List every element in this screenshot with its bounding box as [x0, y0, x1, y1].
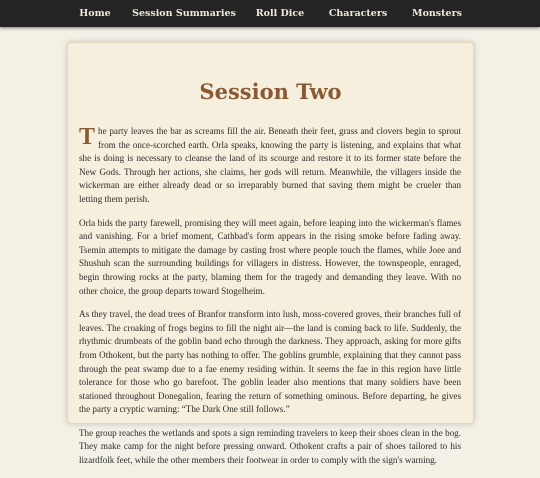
nav-session-summaries-link[interactable]: Session Summaries: [132, 8, 236, 19]
paragraph-4: The group reaches the wetlands and spots a sign reminding travelers to keep their shoes clean in the bog. They make camp for the night before pressing onward. Othokent crafts a pair of shoes tailored to his lizardfolk feet, while the other members their footwear in order to comply with the sign's warning.: [79, 427, 461, 466]
nav-home-link[interactable]: Home: [79, 8, 111, 19]
paragraph-1-text: he party leaves the bar as screams fill the air. Beneath their feet, grass and clovers begin to sprout from the once-scorched earth. Orla speaks, knowing the party is listening, and explains that what she is doing is necessary to cleanse the land of its scourge and restore it to its former state before the New Gods. Through her actions, she claims, her gods will return. Meanwhile, the villagers inside the wickerman are either already dead or so irreparably burned that saving them might be crueler than letting them perish.: [79, 126, 461, 204]
session-body: [79, 125, 461, 478]
nav-roll-dice-link[interactable]: Roll Dice: [255, 8, 305, 19]
session-card: [67, 42, 474, 466]
top-navbar: [0, 0, 540, 27]
paragraph-1: [79, 125, 461, 207]
nav-monsters-link[interactable]: Monsters: [412, 8, 462, 19]
paragraph-3: As they travel, the dead trees of Branfor transform into lush, moss-covered groves, their branches full of leaves. The croaking of frogs begins to fill the night air—the land is coming back to life. Suddenly, the rhythmic drumbeats of the goblin band echo through the darkness. They approach, asking for more gifts from Othokent, but the party has nothing to offer. The goblins grumble, explaining that they cannot pass through the peat swamp due to a fae enemy residing within. It seems the fae in this region have little tolerance for those who go barefoot. The goblin leader also mentions that many soldiers have been stationed throughout Donegalion, fearing the return of something ominous. Before departing, he gives the party a cryptic warning: “The Dark One still follows.”: [79, 309, 461, 415]
paragraph-2: Orla bids the party farewell, promising they will meet again, before leaping into the wickerman's flames and vanishing. For a brief moment, Cathbad's form appears in the rising smoke before fading away. Tsemin attempts to mitigate the damage by casting frost where people touch the flames, while Joee and Shushuh scan the surrounding buildings for villagers in distress. However, the townspeople, enraged, begin throwing rocks at the party, blaming them for the tragedy and demanding they leave. With no other choice, the group departs toward Stogelheim.: [79, 217, 461, 296]
drop-cap: T: [79, 124, 96, 150]
nav-characters-link[interactable]: Characters: [328, 8, 388, 19]
page-title: Session Two: [199, 79, 342, 104]
